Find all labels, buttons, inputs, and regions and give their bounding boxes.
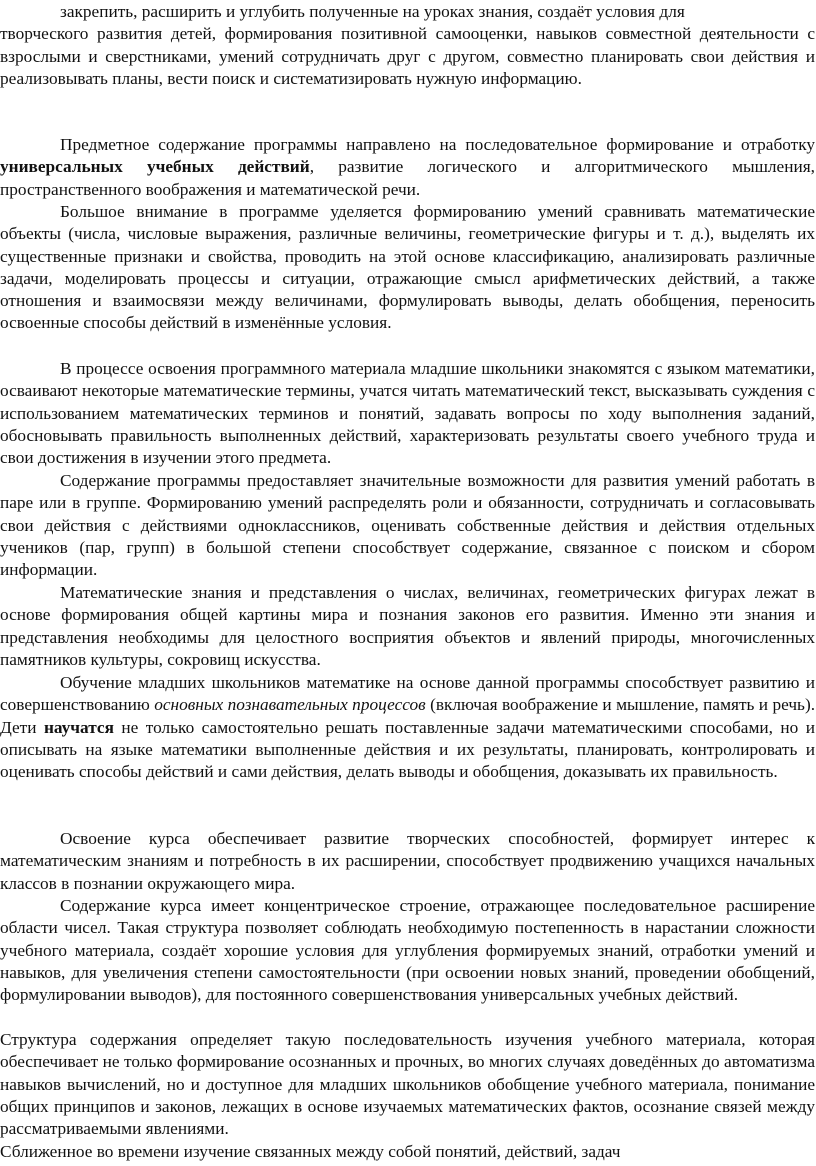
paragraph-subject-content-text: Предметное содержание программы направлено на последовательное формирование и отработку (60, 135, 815, 154)
paragraph-content-structure: Структура содержания определяет такую последовательность изучения учебного материала, которая обеспечивает не только формирование осознанных и прочных, во многих случаях доведённых до автоматизма навыков вычислений, но и доступное для младших школьников обобщение учебного материала, понимание общих принципов и законов, лежащих в основе изучаемых математических фактов, осознание связей между рассматриваемыми явлениями. (0, 1030, 815, 1139)
paragraph-course-development: Освоение курса обеспечивает развитие творческих способностей, формирует интерес к математическим знаниям и потребность в их расширении, способствует продвижению учащихся начальных классов в познании окружающего мира. (0, 829, 815, 893)
paragraph-closing-line: Сближенное во времени изучение связанных между собой понятий, действий, задач (0, 1142, 621, 1161)
paragraph-cognitive-text-a: Обучение младших школьников математике на основе данной программы способствует развитию и совершенствованию (0, 673, 815, 715)
will-learn-term: научатся (43, 717, 114, 737)
paragraph-cognitive-text-e: не только самостоятельно решать поставленные задачи математическими способами, но и описывать на языке математики выполненные действия и их результаты, планировать, контролировать и оценивать способы действий и сами действия, делать выводы и обобщения, доказывать их правильность. (0, 717, 816, 782)
paragraph-math-language: В процессе освоения программного материала младшие школьники знакомятся с языком математики, осваивают некоторые математические термины, учатся читать математический текст, высказывать суждения с использованием математических терминов и понятий, задавать вопросы по ходу выполнения заданий, обосновывать правильность выполненных действий, характеризовать результаты своего учебного труда и свои достижения в изучении этого предмета. (0, 359, 815, 468)
paragraph-comparison-skills: Большое внимание в программе уделяется формированию умений сравнивать математические объекты (числа, числовые выражения, различные величины, геометрические фигуры и т. д.), выделять их существенные признаки и свойства, проводить на этой основе классификацию, анализировать различные задачи, моделировать процессы и ситуации, отражающие смысл арифметических действий, а также отношения и взаимосвязи между величинами, формулировать выводы, делать обобщения, переносить освоенные способы действий в изменённые условия. (0, 202, 815, 333)
paragraph-subject-content-text-end: , развитие логического и алгоритмического мышления, пространственного воображения и математической речи. (0, 157, 815, 199)
paragraph-continuation-rest: творческого развития детей, формирования позитивной самооценки, навыков совместной деятельности с взрослыми и сверстниками, умений сотрудничать друг с другом, совместно планировать свои действия и реализовывать планы, вести поиск и систематизировать нужную информацию. (0, 24, 815, 88)
paragraph-math-knowledge: Математические знания и представления о числах, величинах, геометрических фигурах лежат в основе формирования общей картины мира и познания законов его развития. Именно эти знания и представления необходимы для целостного восприятия объектов и явлений природы, многочисленных памятников культуры, сокровищ искусства. (0, 583, 815, 669)
paragraph-continuation (0, 1, 815, 90)
paragraph-subject-content (0, 134, 815, 201)
paragraph-continuation-first-line: закрепить, расширить и углубить полученные на уроках знания, создаёт условия для (60, 2, 685, 21)
paragraph-group-work: Содержание программы предоставляет значительные возможности для развития умений работать в паре или в группе. Формированию умений распределять роли и обязанности, сотрудничать и согласовывать свои действия с действиями одноклассников, оценивать собственные действия и действия отдельных учеников (пар, групп) в большой степени способствует содержание, связанное с поиском и сбором информации. (0, 471, 815, 580)
paragraph-cognitive-text-c: (включая воображение и мышление, память и речь). Дети (0, 695, 816, 737)
paragraph-concentric-structure: Содержание курса имеет концентрическое строение, отражающее последовательное расширение области чисел. Такая структура позволяет соблюдать необходимую постепенность в нарастании сложности учебного материала, создаёт хорошие условия для углубления формируемых знаний, отработки умений и навыков, для увеличения степени самостоятельности (при освоении новых знаний, проведении обобщений, формулировании выводов), для постоянного совершенствования универсальных учебных действий. (0, 896, 815, 1005)
paragraph-cognitive-processes (0, 672, 815, 783)
cognitive-processes-term: основных познавательных процессов (154, 695, 426, 715)
universal-learning-actions-term: универсальных учебных действий (0, 157, 310, 177)
